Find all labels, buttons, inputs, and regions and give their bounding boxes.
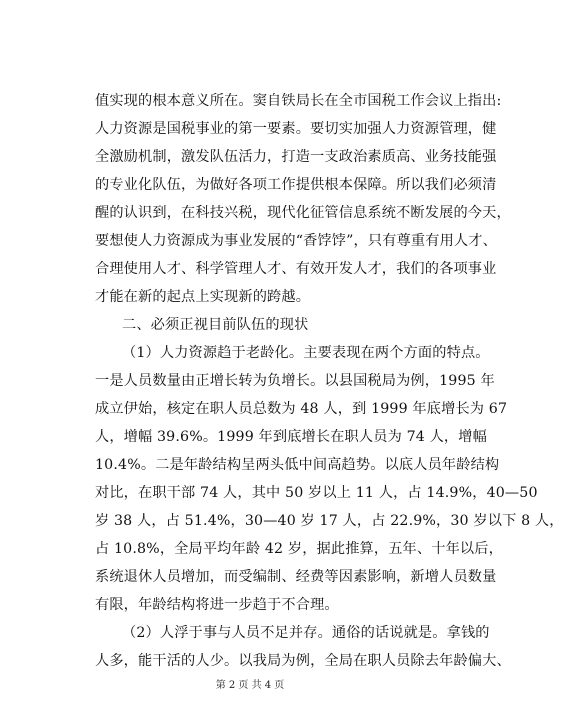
paragraph-line: 岁 38 人，占 51.4%，30—40 岁 17 人，占 22.9%，30 岁以下 8 人， — [95, 513, 564, 529]
paragraph-line: 值实现的根本意义所在。窦自铁局长在全市国税工作会议上指出: — [95, 93, 502, 109]
paragraph-line: 合理使用人才、科学管理人才、有效开发人才，我们的各项事业 — [95, 261, 497, 277]
paragraph-line: （1）人力资源趋于老龄化。主要表现在两个方面的特点。 — [122, 345, 490, 361]
paragraph-line: 人，增幅 39.6%。1999 年到底增长在职人员为 74 人，增幅 — [95, 429, 487, 445]
paragraph-line: 的专业化队伍，为做好各项工作提供根本保障。所以我们必须清 — [95, 177, 497, 193]
section-heading: 二、必须正视目前队伍的现状 — [122, 317, 309, 333]
paragraph-line: 占 10.8%，全局平均年龄 42 岁，据此推算，五年、十年以后， — [95, 541, 503, 557]
paragraph-line: 成立伊始，核定在职人员总数为 48 人，到 1999 年底增长为 67 — [95, 401, 508, 417]
paragraph-line: 醒的认识到，在科技兴税，现代化征管信息系统不断发展的今天， — [95, 205, 511, 221]
paragraph-line: 全激励机制，激发队伍活力，打造一支政治素质高、业务技能强 — [95, 149, 497, 165]
paragraph-line: 才能在新的起点上实现新的跨越。 — [95, 289, 311, 305]
paragraph-line: 一是人员数量由正增长转为负增长。以县国税局为例，1995 年 — [95, 373, 495, 389]
paragraph-line: 人多，能干活的人少。以我局为例，全局在职人员除去年龄偏大、 — [95, 653, 511, 669]
paragraph-line: 有限，年龄结构将进一步趋于不合理。 — [95, 597, 339, 613]
paragraph-line: （2）人浮于事与人员不足并存。通俗的话说就是。拿钱的 — [122, 625, 490, 641]
paragraph-line: 对比，在职干部 74 人，其中 50 岁以上 11 人，占 14.9%，40—50 — [95, 485, 538, 501]
page-footer: 第 2 页 共 4 页 — [215, 680, 285, 691]
paragraph-line: 10.4%。二是年龄结构呈两头低中间高趋势。以底人员年龄结构 — [95, 457, 500, 473]
paragraph-line: 人力资源是国税事业的第一要素。要切实加强人力资源管理，健 — [95, 121, 497, 137]
paragraph-line: 要想使人力资源成为事业发展的“香饽饽”，只有尊重有用人才、 — [95, 233, 497, 249]
paragraph-line: 系统退休人员增加，而受编制、经费等因素影响，新增人员数量 — [95, 569, 497, 585]
